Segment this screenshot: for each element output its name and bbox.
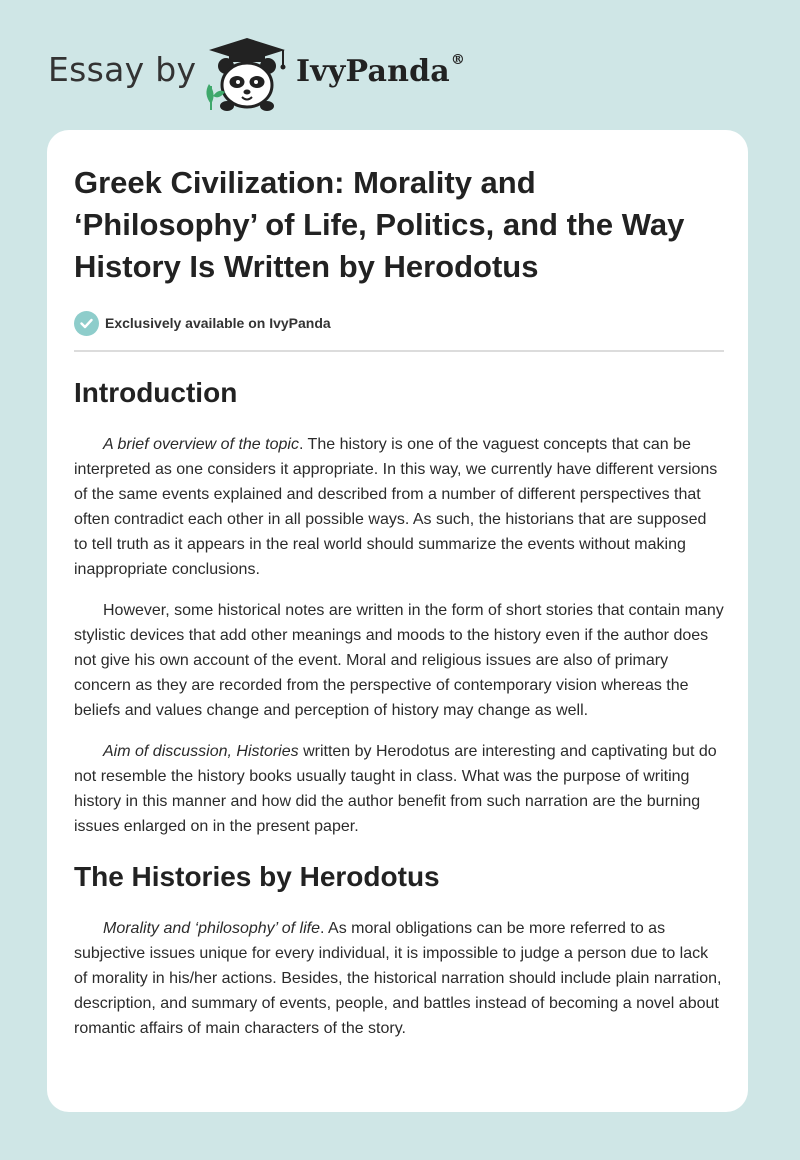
essay-by-label: Essay by [48,50,197,89]
paragraph-lead: A brief overview of the topic [103,436,299,453]
title-divider [74,350,724,352]
site-header [48,36,508,116]
essay-content [74,162,724,1041]
section-heading-introduction: Introduction [74,377,238,408]
exclusive-badge-label: Exclusively available on IvyPanda [105,315,331,331]
paragraph-lead: Morality and ‘philosophy’ of life [103,920,321,937]
paragraph-text: written by Herodotus are interesting and captivating but do not resemble the history books usually taught in class. What was the purpose of writing history in this manner and how did the author benefit from such narration are the burning issues enlarged on in the present paper. [74,743,717,835]
paragraph-text: . The history is one of the vaguest concepts that can be interpreted as one considers it appropriate. In this way, we currently have different versions of the same events explained and described from a number of different perspectives that often contradict each other in all possible ways. As such, the historians that are supposed to tell truth as it appears in the real world should summarize the events without making inappropriate conclusions. [74,436,718,578]
exclusive-badge [74,310,724,336]
paragraph-text: . As moral obligations can be more referred to as subjective issues unique for every individual, it is impossible to judge a person due to lack of morality in his/her actions. Besides, the historical narration should include plain narration, description, and summary of events, people, and battles instead of becoming a novel about romantic affairs of main characters of the story. [74,920,722,1037]
paragraph [74,739,724,839]
panda-logo-icon [201,36,293,112]
paragraph-lead: Aim of discussion, Histories [103,743,299,760]
check-icon [74,311,99,336]
paragraph [74,598,724,723]
essay-card [47,130,748,1112]
section-heading-histories: The Histories by Herodotus [74,861,440,892]
essay-title: Greek Civilization: Morality and ‘Philosophy’ of Life, Politics, and the Way History Is Written by Herodotus [74,165,685,284]
brand-name: IvyPanda® [296,52,466,89]
paragraph [74,432,724,582]
paragraph [74,916,724,1041]
paragraph-text: However, some historical notes are written in the form of short stories that contain many stylistic devices that add other meanings and moods to the history even if the author does not give his own account of the event. Moral and religious issues are also of primary concern as they are recorded from the perspective of contemporary vision whereas the beliefs and values change and perception of history may change as well. [74,602,724,719]
